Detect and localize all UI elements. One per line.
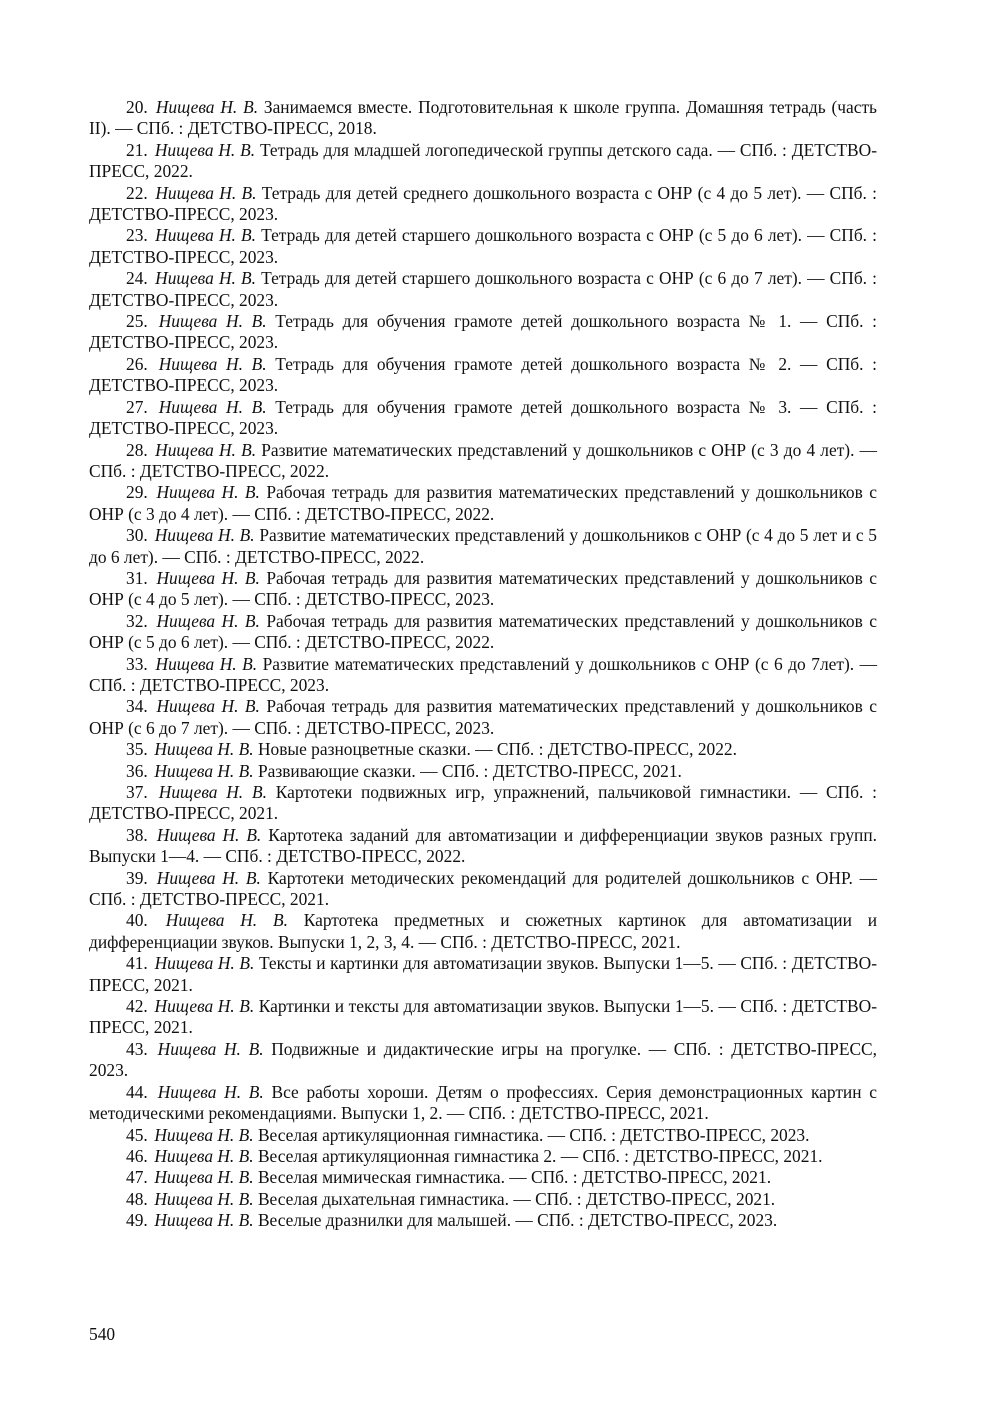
reference-number: 28. — [126, 439, 148, 460]
reference-author: Нищева Н. В. — [154, 525, 255, 546]
reference-number: 25. — [126, 311, 148, 332]
reference-item — [89, 953, 877, 996]
reference-list — [89, 97, 877, 1232]
reference-item — [89, 910, 877, 953]
reference-item — [89, 354, 877, 397]
reference-author: Нищева Н. В. — [155, 182, 257, 203]
reference-number: 41. — [126, 953, 148, 974]
reference-text: Тетрадь для детей среднего дошкольного возраста с ОНР (с 4 до 5 лет). — СПб. : ДЕТСТВО-ПРЕСС, 2023. — [89, 182, 877, 225]
reference-number: 39. — [126, 867, 148, 888]
reference-item — [89, 696, 877, 739]
reference-item — [89, 996, 877, 1039]
reference-number: 33. — [126, 653, 148, 674]
reference-number: 29. — [126, 482, 148, 503]
reference-number: 30. — [126, 525, 148, 546]
reference-author: Нищева Н. В. — [155, 97, 259, 117]
reference-text: Рабочая тетрадь для развития математических представлений у дошкольников с ОНР (с 3 до 4 лет). — СПб. : ДЕТСТВО-ПРЕСС, 2022. — [89, 482, 877, 524]
reference-author: Нищева Н. В. — [158, 782, 267, 802]
reference-author: Нищева Н. В. — [158, 396, 267, 417]
reference-number: 46. — [126, 1145, 148, 1166]
reference-number: 24. — [126, 268, 148, 289]
reference-number: 40. — [126, 910, 148, 931]
reference-text: Занимаемся вместе. Подготовительная к школе группа. Домашняя тетрадь (часть II). — СПб. : ДЕТСТВО-ПРЕСС, 2018. — [89, 97, 877, 139]
reference-author: Нищева Н. В. — [156, 824, 262, 845]
reference-text: Картотека предметных и сюжетных картинок для автоматизации и дифференциации звуков. Выпуски 1, 2, 3, 4. — СПб. : ДЕТСТВО-ПРЕСС, 2021. — [89, 910, 877, 952]
reference-item — [89, 825, 877, 868]
reference-author: Нищева Н. В. — [157, 1081, 264, 1102]
reference-item — [89, 868, 877, 911]
reference-text: Веселая артикуляционная гимнастика 2. — СПб. : ДЕТСТВО-ПРЕСС, 2021. — [253, 1145, 823, 1166]
reference-text: Подвижные и дидактические игры на прогулке. — СПб. : ДЕТСТВО-ПРЕСС, 2023. — [89, 1038, 877, 1081]
reference-item — [89, 397, 877, 440]
reference-item — [89, 1125, 877, 1146]
reference-item — [89, 739, 877, 760]
reference-author: Нищева Н. В. — [154, 1145, 254, 1166]
reference-author: Нищева Н. В. — [156, 867, 261, 888]
reference-text: Веселая дыхательная гимнастика. — СПб. : ДЕТСТВО-ПРЕСС, 2021. — [253, 1188, 776, 1209]
reference-text: Тетрадь для детей старшего дошкольного возраста с ОНР (с 6 до 7 лет). — СПб. : ДЕТСТВО-ПРЕСС, 2023. — [89, 268, 878, 310]
reference-author: Нищева Н. В. — [158, 311, 267, 332]
reference-number: 31. — [126, 567, 148, 588]
reference-text: Тетрадь для обучения грамоте детей дошкольного возраста № 3. — СПб. : ДЕТСТВО-ПРЕСС, 2023. — [89, 396, 877, 439]
reference-number: 21. — [126, 139, 148, 160]
reference-item — [89, 568, 877, 611]
reference-item — [89, 225, 877, 268]
reference-text: Тетрадь для младшей логопедической группы детского сада. — СПб. : ДЕТСТВО-ПРЕСС, 2022. — [89, 139, 878, 182]
reference-author: Нищева Н. В. — [165, 910, 288, 931]
reference-number: 36. — [126, 760, 148, 781]
reference-number: 23. — [126, 225, 148, 246]
reference-item — [89, 268, 877, 311]
reference-number: 22. — [126, 182, 148, 203]
reference-number: 43. — [126, 1038, 148, 1059]
reference-text: Тетрадь для детей старшего дошкольного возраста с ОНР (с 5 до 6 лет). — СПб. : ДЕТСТВО-ПРЕСС, 2023. — [89, 225, 878, 267]
reference-author: Нищева Н. В. — [156, 610, 260, 631]
reference-text: Картотека заданий для автоматизации и дифференциации звуков разных групп. Выпуски 1—4. — СПб. : ДЕТСТВО-ПРЕСС, 2022. — [89, 824, 877, 867]
reference-item — [89, 1146, 877, 1167]
reference-number: 47. — [126, 1167, 148, 1188]
reference-author: Нищева Н. В. — [154, 1167, 254, 1188]
reference-text: Все работы хороши. Детям о профессиях. Серия демонстрационных картин с методическими рекомендациями. Выпуски 1, 2. — СПб. : ДЕТСТВО-ПРЕСС, 2021. — [89, 1081, 877, 1124]
reference-author: Нищева Н. В. — [156, 696, 260, 717]
reference-item — [89, 1039, 877, 1082]
reference-number: 35. — [126, 739, 148, 760]
reference-text: Развитие математических представлений у дошкольников с ОНР (с 6 до 7лет). — СПб. : ДЕТСТВО-ПРЕСС, 2023. — [89, 653, 877, 695]
reference-author: Нищева Н. В. — [154, 996, 255, 1017]
reference-text: Веселая мимическая гимнастика. — СПб. : ДЕТСТВО-ПРЕСС, 2021. — [253, 1167, 772, 1188]
reference-author: Нищева Н. В. — [154, 739, 254, 760]
reference-number: 27. — [126, 396, 148, 417]
reference-author: Нищева Н. В. — [158, 353, 267, 374]
reference-author: Нищева Н. В. — [155, 653, 258, 674]
reference-text: Развитие математических представлений у дошкольников с ОНР (с 3 до 4 лет). — СПб. : ДЕТСТВО-ПРЕСС, 2022. — [89, 439, 878, 481]
reference-item — [89, 1167, 877, 1188]
reference-item — [89, 525, 877, 568]
reference-text: Веселые дразнилки для малышей. — СПб. : ДЕТСТВО-ПРЕСС, 2023. — [253, 1210, 778, 1231]
reference-text: Тексты и картинки для автоматизации звуков. Выпуски 1—5. — СПб. : ДЕТСТВО-ПРЕСС, 2021. — [89, 953, 877, 995]
reference-author: Нищева Н. В. — [154, 1124, 254, 1145]
reference-item — [89, 482, 877, 525]
reference-number: 44. — [126, 1081, 148, 1102]
reference-author: Нищева Н. В. — [155, 268, 256, 289]
reference-item — [89, 1210, 877, 1231]
reference-text: Новые разноцветные сказки. — СПб. : ДЕТСТВО-ПРЕСС, 2022. — [253, 739, 737, 760]
reference-text: Развитие математических представлений у дошкольников с ОНР (с 4 до 5 лет и с 5 до 6 лет). — СПб. : ДЕТСТВО-ПРЕСС, 2022. — [89, 525, 877, 567]
page-number: 540 — [89, 1324, 116, 1344]
reference-text: Рабочая тетрадь для развития математических представлений у дошкольников с ОНР (с 6 до 7 лет). — СПб. : ДЕТСТВО-ПРЕСС, 2023. — [89, 696, 877, 738]
reference-number: 20. — [126, 97, 148, 117]
reference-author: Нищева Н. В. — [155, 439, 257, 460]
reference-item — [89, 97, 877, 140]
reference-number: 32. — [126, 610, 148, 631]
reference-author: Нищева Н. В. — [157, 1038, 264, 1059]
reference-text: Картинки и тексты для автоматизации звуков. Выпуски 1—5. — СПб. : ДЕТСТВО-ПРЕСС, 2021. — [89, 996, 877, 1038]
reference-text: Веселая артикуляционная гимнастика. — СПб. : ДЕТСТВО-ПРЕСС, 2023. — [253, 1124, 810, 1145]
reference-author: Нищева Н. В. — [154, 1188, 254, 1209]
reference-item — [89, 311, 877, 354]
reference-author: Нищева Н. В. — [156, 567, 260, 588]
reference-author: Нищева Н. В. — [154, 953, 255, 974]
reference-text: Картотеки подвижных игр, упражнений, пальчиковой гимнастики. — СПб. : ДЕТСТВО-ПРЕСС, 2021. — [89, 782, 877, 824]
reference-number: 42. — [126, 996, 148, 1017]
reference-text: Тетрадь для обучения грамоте детей дошкольного возраста № 1. — СПб. : ДЕТСТВО-ПРЕСС, 2023. — [89, 311, 877, 353]
reference-item — [89, 140, 877, 183]
reference-number: 37. — [126, 782, 148, 802]
reference-text: Рабочая тетрадь для развития математических представлений у дошкольников с ОНР (с 4 до 5 лет). — СПб. : ДЕТСТВО-ПРЕСС, 2023. — [89, 567, 877, 610]
reference-number: 48. — [126, 1188, 148, 1209]
reference-number: 34. — [126, 696, 148, 717]
reference-number: 49. — [126, 1210, 148, 1231]
reference-text: Развивающие сказки. — СПб. : ДЕТСТВО-ПРЕСС, 2021. — [253, 760, 682, 781]
reference-author: Нищева Н. В. — [154, 139, 256, 160]
reference-item — [89, 440, 877, 483]
reference-item — [89, 183, 877, 226]
reference-author: Нищева Н. В. — [154, 1210, 254, 1231]
reference-number: 45. — [126, 1124, 148, 1145]
reference-text: Картотеки методических рекомендаций для родителей дошкольников с ОНР. — СПб. : ДЕТСТВО-ПРЕСС, 2021. — [89, 867, 877, 910]
reference-author: Нищева Н. В. — [154, 760, 254, 781]
reference-item — [89, 611, 877, 654]
reference-item — [89, 782, 877, 825]
reference-author: Нищева Н. В. — [156, 482, 260, 503]
reference-number: 38. — [126, 824, 148, 845]
reference-text: Тетрадь для обучения грамоте детей дошкольного возраста № 2. — СПб. : ДЕТСТВО-ПРЕСС, 2023. — [89, 353, 877, 396]
reference-item — [89, 654, 877, 697]
reference-text: Рабочая тетрадь для развития математических представлений у дошкольников с ОНР (с 5 до 6 лет). — СПб. : ДЕТСТВО-ПРЕСС, 2022. — [89, 610, 877, 653]
reference-item — [89, 1189, 877, 1210]
reference-number: 26. — [126, 353, 148, 374]
reference-item — [89, 1082, 877, 1125]
reference-item — [89, 761, 877, 782]
reference-author: Нищева Н. В. — [155, 225, 256, 246]
